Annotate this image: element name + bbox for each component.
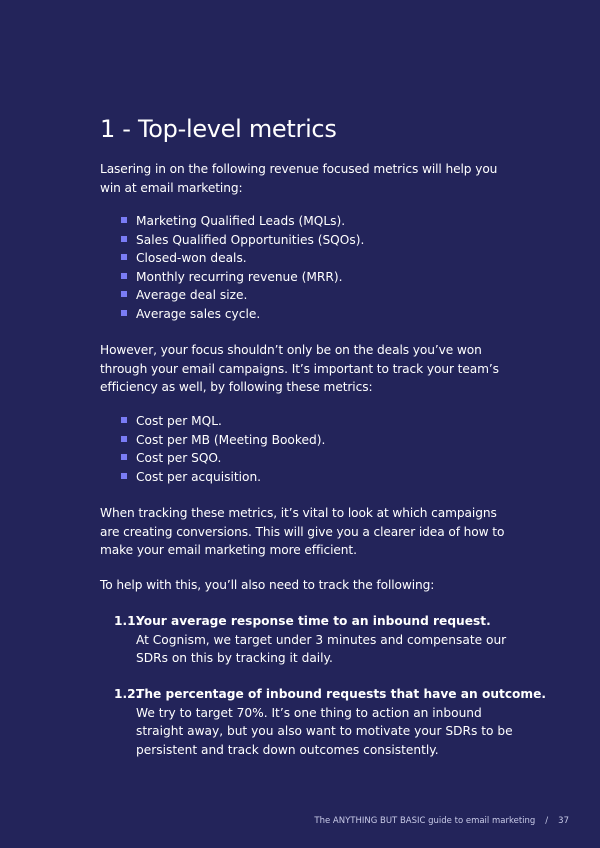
list-item: Average sales cycle. <box>118 305 364 324</box>
intro-paragraph: Lasering in on the following revenue focused metrics will help you win at email marketing: <box>100 162 498 195</box>
cost-metrics-list <box>118 412 325 486</box>
square-bullet-icon <box>121 236 127 242</box>
campaigns-paragraph: When tracking these metrics, it’s vital to look at which campaigns are creating conversions. This will give you a clearer idea of how to make your email marketing more efficient. <box>100 506 505 557</box>
numbered-item <box>114 685 547 759</box>
square-bullet-icon <box>121 417 127 423</box>
list-item: Cost per SQO. <box>118 449 325 468</box>
square-bullet-icon <box>121 291 127 297</box>
list-item: Cost per acquisition. <box>118 468 325 487</box>
numbered-item <box>114 612 514 668</box>
efficiency-paragraph: However, your focus shouldn’t only be on the deals you’ve won through your email campaigns. It’s important to track your team’s efficiency as well, by following these metrics: <box>100 343 499 394</box>
footer-guide-title: The ANYTHING BUT BASIC guide to email marketing <box>314 816 536 826</box>
footer-separator: / <box>545 816 549 826</box>
square-bullet-icon <box>121 254 127 260</box>
square-bullet-icon <box>121 473 127 479</box>
square-bullet-icon <box>121 310 127 316</box>
track-following-paragraph: To help with this, you’ll also need to track the following: <box>100 578 435 592</box>
list-item: Marketing Qualified Leads (MQLs). <box>118 212 364 231</box>
list-item: Cost per MQL. <box>118 412 325 431</box>
numbered-item-body: We try to target 70%. It’s one thing to action an inbound straight away, but you also want to motivate your SDRs to be persistent and track down outcomes consistently. <box>136 705 513 757</box>
page-title: 1 - Top-level metrics <box>100 115 337 143</box>
list-item: Average deal size. <box>118 286 364 305</box>
page-footer <box>314 816 569 826</box>
list-item: Cost per MB (Meeting Booked). <box>118 431 325 450</box>
list-item: Sales Qualified Opportunities (SQOs). <box>118 231 364 250</box>
page-number: 37 <box>558 816 569 826</box>
list-item: Closed-won deals. <box>118 249 364 268</box>
list-item: Monthly recurring revenue (MRR). <box>118 268 364 287</box>
numbered-item-body: At Cognism, we target under 3 minutes and compensate our SDRs on this by tracking it daily. <box>136 632 507 665</box>
numbered-item-heading: 1.1.Your average response time to an inbound request. <box>114 614 491 628</box>
square-bullet-icon <box>121 217 127 223</box>
revenue-metrics-list <box>118 212 364 323</box>
square-bullet-icon <box>121 436 127 442</box>
numbered-item-heading: 1.2.The percentage of inbound requests that have an outcome. <box>114 687 547 701</box>
square-bullet-icon <box>121 273 127 279</box>
square-bullet-icon <box>121 454 127 460</box>
